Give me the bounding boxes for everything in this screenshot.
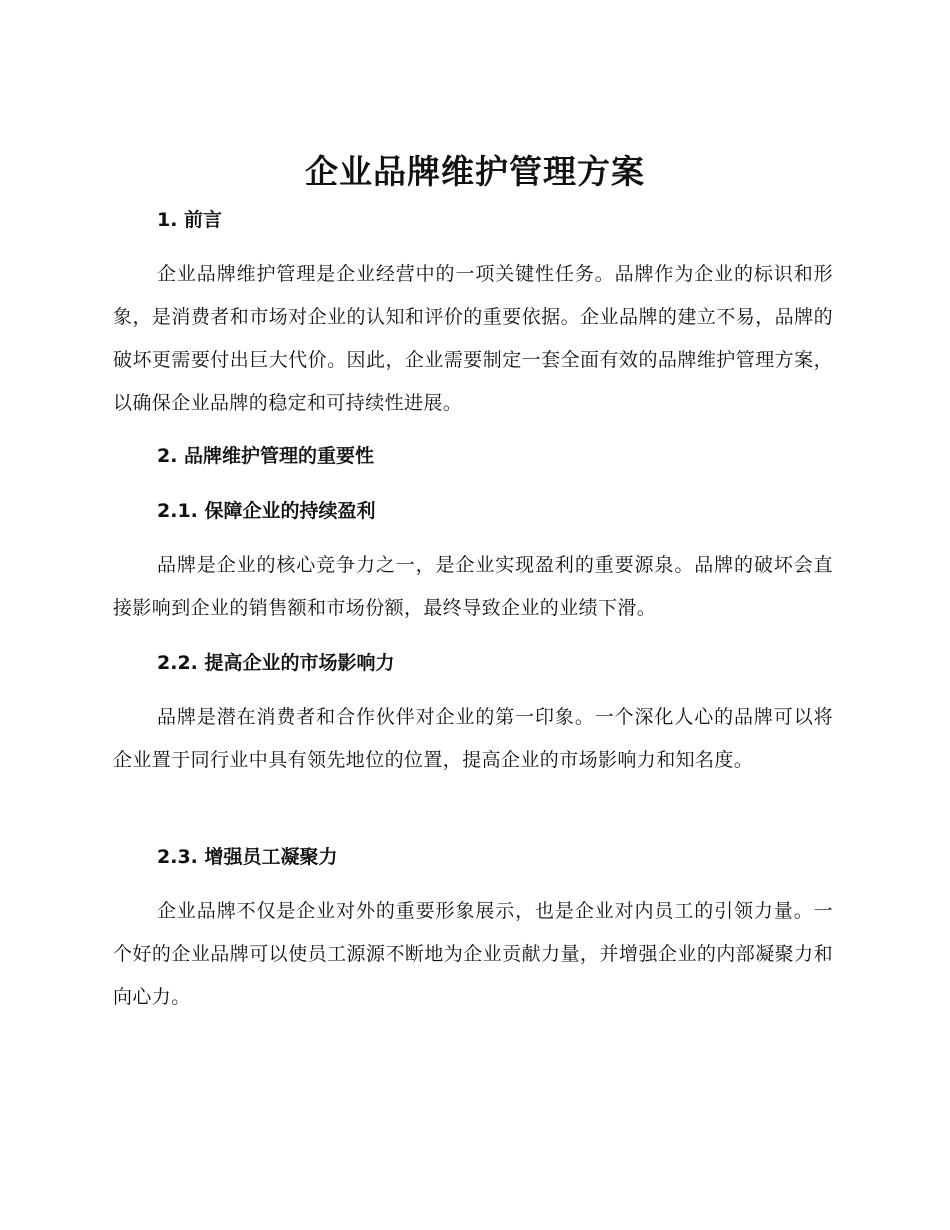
section-heading-preface: 1. 前言 (157, 209, 223, 231)
document-title: 企业品牌维护管理方案 (305, 152, 645, 191)
section-heading-market-influence: 2.2. 提高企业的市场影响力 (157, 652, 395, 674)
section-paragraph-market-influence: 品牌是潜在消费者和合作伙伴对企业的第一印象。一个深化人心的品牌可以将企业置于同行业中具有领先地位的位置，提高企业的市场影响力和知名度。 (113, 706, 833, 771)
section-paragraph-profit: 品牌是企业的核心竞争力之一，是企业实现盈利的重要源泉。品牌的破坏会直接影响到企业的销售额和市场份额，最终导致企业的业绩下滑。 (113, 554, 833, 619)
section-heading-profit: 2.1. 保障企业的持续盈利 (157, 500, 376, 522)
section-paragraph-preface: 企业品牌维护管理是企业经营中的一项关键性任务。品牌作为企业的标识和形象，是消费者和市场对企业的认知和评价的重要依据。企业品牌的建立不易，品牌的破坏更需要付出巨大代价。因此，企业需要制定一套全面有效的品牌维护管理方案，以确保企业品牌的稳定和可持续性进展。 (113, 263, 833, 414)
section-paragraph-cohesion: 企业品牌不仅是企业对外的重要形象展示，也是企业对内员工的引领力量。一个好的企业品牌可以使员工源源不断地为企业贡献力量，并增强企业的内部凝聚力和向心力。 (113, 900, 833, 1008)
section-heading-cohesion: 2.3. 增强员工凝聚力 (157, 846, 338, 868)
section-heading-importance: 2. 品牌维护管理的重要性 (157, 445, 375, 467)
